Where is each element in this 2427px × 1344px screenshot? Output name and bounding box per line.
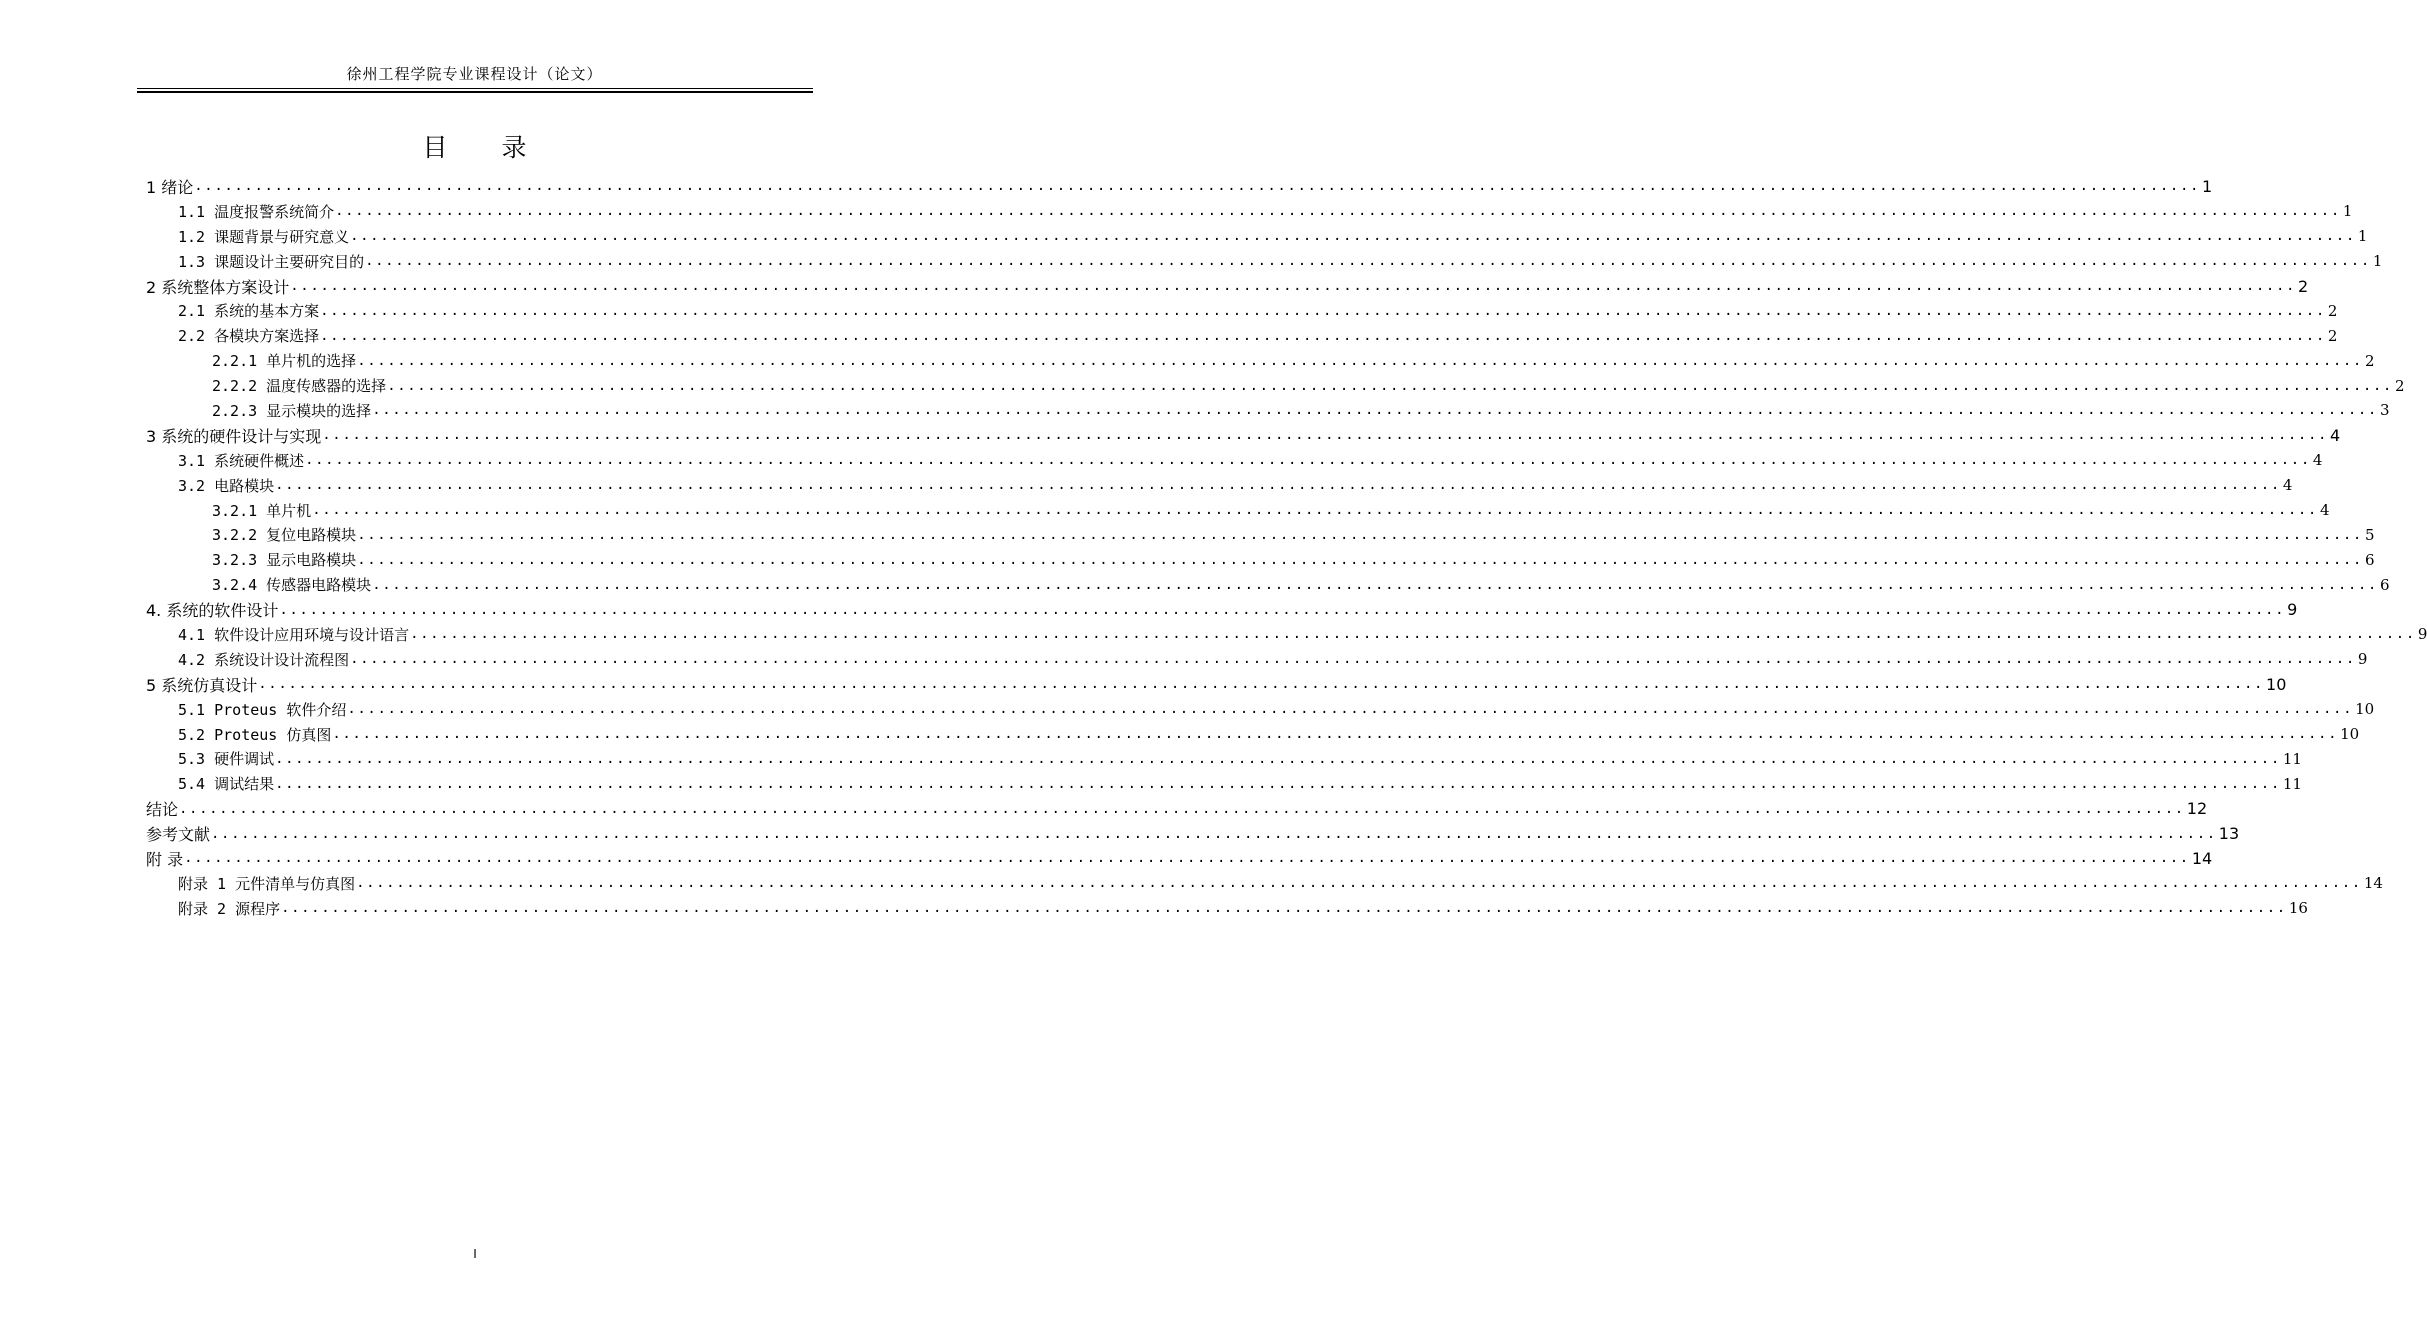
toc-entry-page: 14	[2363, 874, 2383, 893]
toc-entry-label: 4.1 软件设计应用环境与设计语言	[178, 625, 410, 644]
toc-entry-label: 5.3 硬件调试	[178, 750, 275, 769]
toc-leader-dots: ........................................................................................................................................................................................................	[356, 875, 2362, 892]
header-rule-thick	[137, 91, 813, 93]
toc-leader-dots: ........................................................................................................................................................................................................	[322, 427, 2329, 444]
toc-entry[interactable]	[146, 846, 2213, 871]
toc-leader-dots: ........................................................................................................................................................................................................	[305, 452, 2311, 469]
toc-entry-page: 16	[2288, 899, 2308, 918]
toc-entry-label: 5.1 Proteus 软件介绍	[178, 700, 347, 719]
toc-entry-page: 14	[2191, 848, 2213, 868]
toc-entry[interactable]	[146, 473, 2293, 498]
toc-entry[interactable]	[146, 522, 2375, 547]
toc-entry-label: 2.2.2 温度传感器的选择	[212, 377, 387, 396]
table-of-contents	[146, 174, 2427, 921]
toc-entry[interactable]	[146, 871, 2383, 896]
toc-entry-label: 2.2 各模块方案选择	[178, 327, 320, 346]
toc-entry-page: 2	[2327, 326, 2338, 345]
toc-entry-label: 1.1 温度报警系统简介	[178, 202, 335, 221]
toc-entry-page: 10	[2355, 700, 2375, 719]
toc-entry[interactable]	[146, 448, 2323, 473]
toc-entry[interactable]	[146, 398, 2390, 423]
toc-leader-dots: ........................................................................................................................................................................................................	[365, 253, 2371, 270]
toc-leader-dots: ........................................................................................................................................................................................................	[275, 775, 2281, 792]
toc-entry-label: 5.2 Proteus 仿真图	[178, 725, 332, 744]
toc-entry[interactable]	[146, 373, 2405, 398]
toc-entry-label: 3.2 电路模块	[178, 476, 275, 495]
toc-entry-label: 1.2 课题背景与研究意义	[178, 227, 350, 246]
toc-leader-dots: ........................................................................................................................................................................................................	[312, 502, 2318, 519]
toc-entry-page: 13	[2218, 824, 2240, 844]
toc-entry-label: 结论	[146, 800, 179, 820]
toc-entry[interactable]	[146, 572, 2390, 597]
toc-entry[interactable]	[146, 597, 2298, 622]
toc-entry[interactable]	[146, 771, 2302, 796]
toc-entry[interactable]	[146, 298, 2338, 323]
toc-entry[interactable]	[146, 348, 2375, 373]
toc-entry[interactable]	[146, 622, 2427, 647]
toc-entry-label: 3.2.2 复位电路模块	[212, 526, 357, 545]
toc-title: 目 录	[422, 133, 528, 162]
toc-entry[interactable]	[146, 647, 2368, 672]
toc-leader-dots: ........................................................................................................................................................................................................	[320, 302, 2326, 319]
toc-entry-page: 10	[2340, 725, 2360, 744]
toc-entry[interactable]	[146, 249, 2383, 274]
toc-entry-page: 2	[2364, 351, 2375, 370]
toc-entry-page: 2	[2394, 376, 2405, 395]
toc-leader-dots: ........................................................................................................................................................................................................	[194, 178, 2201, 195]
toc-entry-page: 6	[2379, 575, 2390, 594]
toc-entry-page: 2	[2327, 301, 2338, 320]
toc-entry[interactable]	[146, 547, 2375, 572]
toc-entry-page: 9	[2287, 600, 2298, 620]
toc-entry-label: 1.3 课题设计主要研究目的	[178, 252, 365, 271]
toc-leader-dots: ........................................................................................................................................................................................................	[372, 402, 2378, 419]
toc-entry-label: 2.2.1 单片机的选择	[212, 352, 357, 371]
toc-leader-dots: ........................................................................................................................................................................................................	[281, 900, 2287, 917]
toc-leader-dots: ........................................................................................................................................................................................................	[184, 850, 2190, 867]
toc-entry-page: 1	[2342, 202, 2353, 221]
toc-entry-page: 2	[2298, 276, 2309, 296]
toc-leader-dots: ........................................................................................................................................................................................................	[258, 676, 2265, 693]
toc-entry[interactable]	[146, 274, 2309, 299]
toc-entry-page: 4	[2319, 501, 2330, 520]
toc-entry-label: 参考文献	[146, 825, 211, 845]
toc-entry[interactable]	[146, 423, 2341, 448]
toc-entry-page: 6	[2364, 550, 2375, 569]
toc-entry[interactable]	[146, 498, 2330, 523]
toc-leader-dots: ........................................................................................................................................................................................................	[275, 750, 2281, 767]
toc-leader-dots: ........................................................................................................................................................................................................	[372, 576, 2378, 593]
toc-leader-dots: ........................................................................................................................................................................................................	[179, 800, 2185, 817]
toc-entry[interactable]	[146, 323, 2338, 348]
toc-leader-dots: ........................................................................................................................................................................................................	[290, 278, 2297, 294]
toc-entry-label: 2 系统整体方案设计	[146, 277, 290, 297]
toc-entry-label: 3.1 系统硬件概述	[178, 451, 305, 470]
toc-entry-page: 10	[2266, 674, 2287, 694]
toc-entry-label: 4.2 系统设计设计流程图	[178, 650, 350, 669]
toc-entry-page: 11	[2282, 749, 2302, 768]
toc-entry-page: 4	[2312, 451, 2323, 470]
toc-entry-label: 3.2.3 显示电路模块	[212, 551, 357, 570]
toc-entry[interactable]	[146, 697, 2375, 722]
toc-entry-page: 9	[2357, 650, 2368, 669]
toc-entry[interactable]	[146, 746, 2302, 771]
toc-entry-label: 5.4 调试结果	[178, 775, 275, 794]
toc-entry-page: 12	[2186, 799, 2208, 819]
toc-entry[interactable]	[146, 174, 2213, 199]
toc-leader-dots: ........................................................................................................................................................................................................	[332, 726, 2339, 743]
toc-entry[interactable]	[146, 672, 2287, 697]
toc-entry-label: 2.1 系统的基本方案	[178, 302, 320, 321]
toc-entry[interactable]	[146, 722, 2360, 747]
toc-entry[interactable]	[146, 199, 2353, 224]
toc-entry-label: 5 系统仿真设计	[146, 675, 258, 695]
toc-entry-label: 1 绪论	[146, 177, 194, 197]
toc-leader-dots: ........................................................................................................................................................................................................	[357, 551, 2363, 568]
toc-entry-label: 附录 2 源程序	[178, 899, 281, 918]
page-number: I	[473, 1247, 477, 1261]
toc-entry-page: 4	[2282, 476, 2293, 495]
toc-leader-dots: ........................................................................................................................................................................................................	[279, 601, 2286, 618]
toc-entry[interactable]	[146, 821, 2240, 846]
toc-leader-dots: ........................................................................................................................................................................................................	[347, 701, 2354, 718]
toc-entry-label: 3.2.1 单片机	[212, 501, 312, 520]
toc-leader-dots: ........................................................................................................................................................................................................	[410, 626, 2416, 643]
toc-entry-page: 5	[2364, 525, 2375, 544]
toc-entry-page: 9	[2417, 625, 2427, 644]
toc-entry-page: 1	[2202, 176, 2213, 196]
toc-entry-label: 附 录	[146, 849, 184, 869]
toc-entry[interactable]	[146, 896, 2308, 921]
toc-leader-dots: ........................................................................................................................................................................................................	[387, 377, 2393, 394]
toc-leader-dots: ........................................................................................................................................................................................................	[211, 825, 2217, 842]
toc-leader-dots: ........................................................................................................................................................................................................	[357, 352, 2363, 369]
toc-entry-page: 1	[2357, 227, 2368, 246]
toc-entry-label: 3 系统的硬件设计与实现	[146, 426, 322, 446]
toc-leader-dots: ........................................................................................................................................................................................................	[275, 477, 2281, 494]
toc-entry-label: 4. 系统的软件设计	[146, 601, 279, 621]
toc-leader-dots: ........................................................................................................................................................................................................	[350, 651, 2356, 668]
page-header: 徐州工程学院专业课程设计（论文）	[346, 65, 603, 83]
toc-entry-label: 附录 1 元件清单与仿真图	[178, 874, 356, 893]
toc-entry-label: 2.2.3 显示模块的选择	[212, 401, 372, 420]
toc-entry[interactable]	[146, 224, 2368, 249]
toc-entry-page: 4	[2330, 425, 2341, 445]
toc-entry-page: 1	[2372, 252, 2383, 271]
header-rule-thin	[137, 88, 813, 89]
toc-entry-page: 11	[2282, 774, 2302, 793]
toc-entry-label: 3.2.4 传感器电路模块	[212, 576, 372, 595]
toc-leader-dots: ........................................................................................................................................................................................................	[357, 526, 2363, 543]
toc-leader-dots: ........................................................................................................................................................................................................	[350, 228, 2356, 245]
toc-entry-page: 3	[2379, 401, 2390, 420]
toc-leader-dots: ........................................................................................................................................................................................................	[320, 327, 2326, 344]
toc-entry[interactable]	[146, 796, 2208, 821]
toc-leader-dots: ........................................................................................................................................................................................................	[335, 203, 2341, 220]
